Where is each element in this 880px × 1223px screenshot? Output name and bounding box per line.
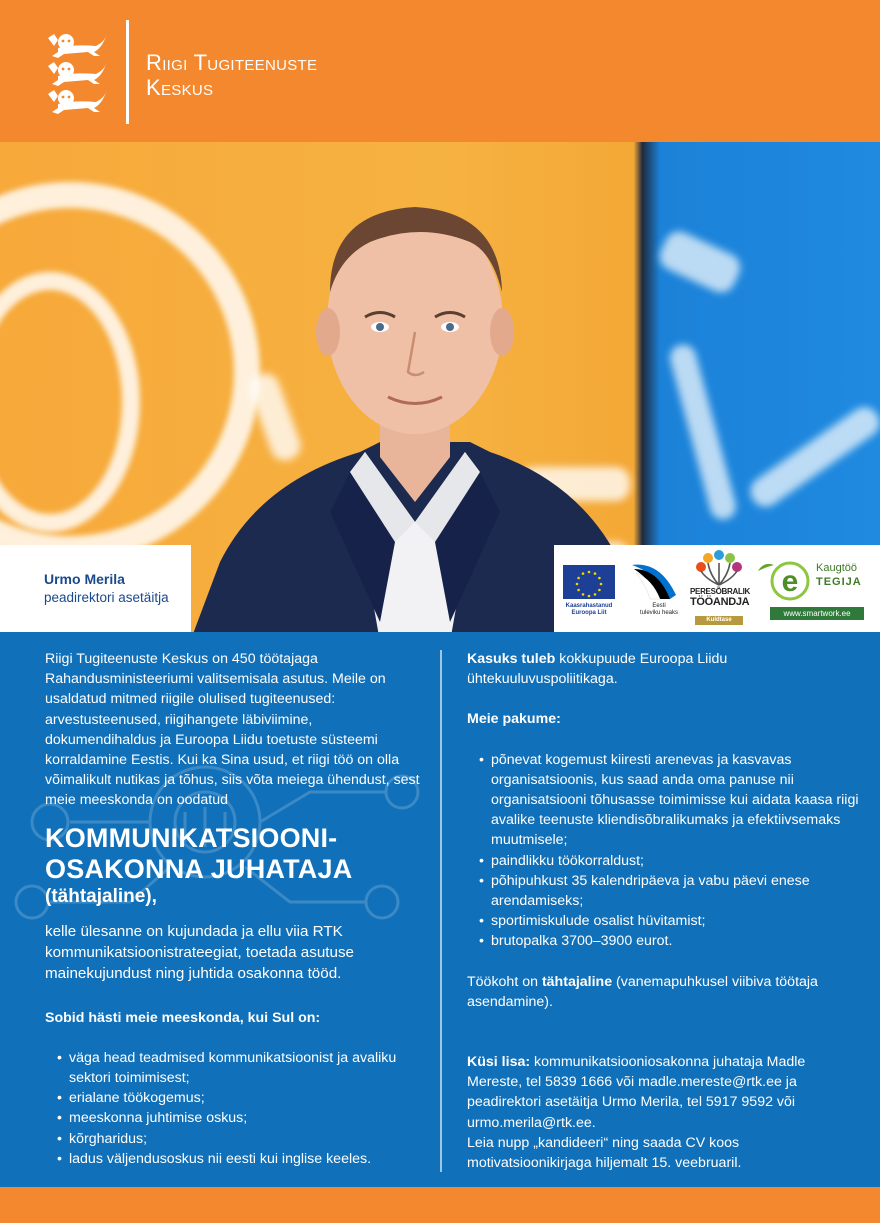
contact-bold: Küsi lisa: [467, 1054, 531, 1071]
list-item: • ladus väljendusoskus nii eesti kui inglise keeles. [59, 1149, 425, 1169]
job-title-line1: KOMMUNIKATSIOONI- [45, 822, 338, 853]
offers-list [467, 750, 862, 952]
person-name-card [0, 545, 191, 632]
header-banner [0, 0, 880, 142]
term-bold: tähtajaline [541, 973, 613, 990]
list-item: • väga head teadmised kommunikatsioonist ja avaliku sektori toimimisest; [59, 1048, 425, 1088]
peresobralik-title-line2: TÖÖANDJA [690, 596, 750, 608]
contact-paragraph [467, 1052, 862, 1133]
left-column [45, 649, 425, 1169]
kaugtoo-title-line2: TEGIJA [816, 576, 862, 588]
offer-heading: Meie pakume: [467, 711, 561, 728]
term-prefix: Töökoht on [467, 973, 542, 990]
person-name: Urmo Merila [44, 571, 125, 587]
peresobralik-title-line1: PERESÕBRALIK [690, 587, 750, 596]
background-bar-shape [745, 402, 880, 513]
org-name-line1: Riigi Tugiteenuste [146, 50, 318, 75]
list-item: • põnevat kogemust kiiresti arenevas ja kasvavas organisatsioonis, kus saad anda oma panuse nii organisatsiooni tõhusasse toimimisse kui aidata kaasa riigi avalike teenuste kliendisõbralikumaks ja efektiivsemaks muutmisele; [481, 750, 862, 851]
eesti-sail-icon [630, 561, 680, 603]
eu-flag-logo [563, 565, 615, 599]
job-title [45, 823, 425, 885]
organization-name [146, 50, 317, 100]
requirements-list [45, 1048, 425, 1169]
list-item: • brutopalka 3700–3900 eurot. [481, 931, 862, 951]
job-term-label: (tähtajaline), [45, 885, 157, 907]
background-bar-shape [667, 342, 739, 523]
person-title: peadirektori asetäitja [44, 590, 169, 605]
org-name-line2: Keskus [146, 75, 214, 100]
job-title-line2: OSAKONNA JUHATAJA [45, 853, 353, 884]
list-item: • kõrgharidus; [59, 1129, 425, 1149]
peresobralik-title [690, 587, 748, 608]
partner-logos-card [554, 545, 880, 632]
family-tree-icon [694, 549, 744, 587]
list-item: • meeskonna juhtimise oskus; [59, 1108, 425, 1128]
list-item: • erialane töökogemus; [59, 1088, 425, 1108]
list-item: • sportimiskulude osalist hüvitamist; [481, 911, 862, 931]
smartwork-url: www.smartwork.ee [770, 607, 864, 620]
intro-paragraph: Riigi Tugiteenuste Keskus on 450 töötajaga Rahandusministeeriumi valitsemisala asutus. Meile on usaldatud mitmed riigile olulised tugiteenused: arvestusteenused, riigihangete läbiviimine, dokumendihaldus ja Euroopa Liidu toetuste süsteemi korraldamine Eestis. Kui ka Sina usud, et riigi töö on olla võimalikult nutikas ja tõhus, siis võta meiega ühendust, sest meie meeskonda on oodatud [45, 651, 420, 809]
eesti-caption-line2: tuleviku heaks [639, 610, 679, 616]
coat-of-arms-icon [44, 30, 108, 116]
requirements-heading: Sobid hästi meie meeskonda, kui Sul on: [45, 1009, 321, 1026]
list-item: • põhipuhkust 35 kalendripäeva ja vabu päevi enese arendamiseks; [481, 871, 862, 911]
right-column [467, 649, 862, 1173]
term-paragraph [467, 972, 862, 1012]
benefit-text: kokkupuude Euroopa Liidu ühtekuuluvuspoliitikaga. [467, 651, 728, 688]
eu-stars-icon [563, 565, 615, 599]
mission-paragraph: kelle ülesanne on kujundada ja ellu viia RTK kommunikatsioonistrateegiat, toetada asutuse mainekujundust ning juhtida osakonna tööd. [45, 922, 354, 982]
kaugtoo-title-line1: Kaugtöö [816, 562, 857, 574]
svg-text:e: e [781, 565, 799, 598]
contact-text[interactable]: kommunikatsiooniosakonna juhataja Madle Mereste, tel 5839 1666 või madle.mereste@rtk.ee ja peadirektori asetäitja Urmo Merila, tel 5917 9592 või urmo.merila@rtk.ee. [467, 1054, 806, 1131]
job-description [0, 632, 880, 1188]
header-divider [126, 20, 129, 124]
eu-caption [558, 603, 620, 617]
apply-instructions: Leia nupp „kandideeri“ ning saada CV koos motivatsioonikirjaga hiljemalt 15. veebruaril. [467, 1134, 742, 1172]
term-suffix: (vanemapuhkusel viibiva töötaja asendamine). [467, 973, 818, 1010]
footer-bar [0, 1187, 880, 1223]
eu-caption-line1: Kaasrahastanud [565, 603, 613, 609]
list-item: • paindlikku töökorraldust; [481, 851, 862, 871]
eesti-caption [632, 603, 686, 617]
eesti-caption-line1: Eesti [652, 603, 666, 609]
background-bar-shape [655, 227, 744, 297]
eu-caption-line2: Euroopa Liit [571, 610, 607, 616]
kuldtase-badge: Kuldtase [695, 616, 743, 625]
benefit-bold: Kasuks tuleb [467, 651, 556, 667]
kaugtoo-title [816, 561, 876, 589]
benefit-paragraph [467, 649, 862, 689]
kaugtoo-e-icon [754, 557, 816, 603]
column-divider [440, 650, 442, 1172]
hero-photo [0, 142, 880, 632]
